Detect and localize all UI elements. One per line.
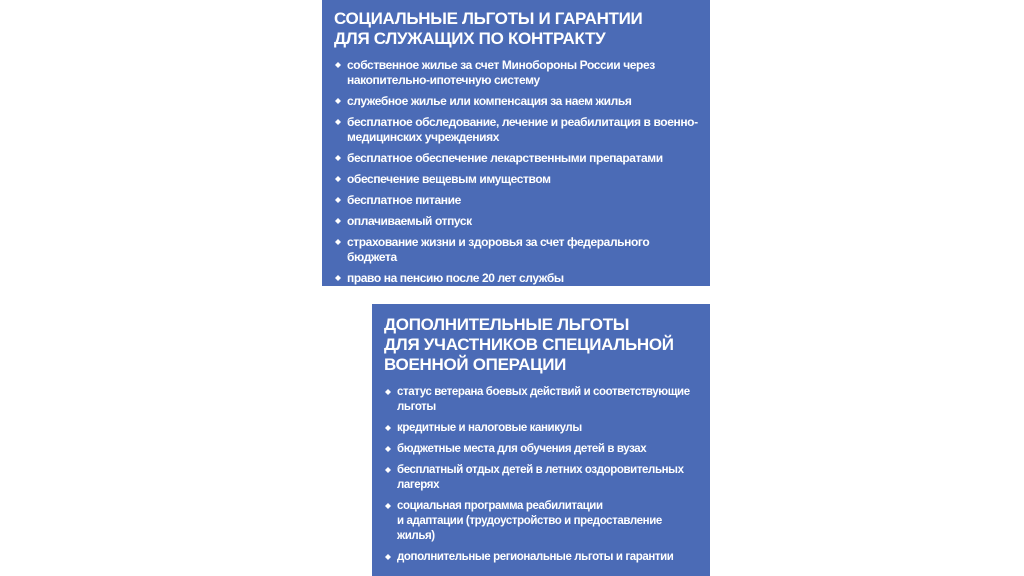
list-item-text: бесплатное обследование, лечение и реабилитация в военно-медицинских учреждениях	[347, 115, 698, 144]
list-item-text: страхование жизни и здоровья за счет федерального бюджета	[347, 235, 650, 264]
list-item-text: служебное жилье или компенсация за наем жилья	[347, 94, 632, 108]
diamond-bullet-icon	[385, 425, 391, 431]
diamond-bullet-icon	[335, 218, 341, 224]
list-item-text: кредитные и налоговые каникулы	[397, 422, 582, 434]
list-item-text: социальная программа реабилитации и адаптации (трудоустройство и предоставление жилья)	[397, 500, 662, 542]
list-item-text: оплачиваемый отпуск	[347, 214, 472, 228]
list-item	[334, 115, 698, 145]
benefits-list	[334, 58, 698, 286]
list-item	[334, 58, 698, 88]
list-item-text: дополнительные региональные льготы и гарантии	[397, 551, 674, 563]
list-item	[334, 271, 698, 286]
list-item-text: обеспечение вещевым имуществом	[347, 172, 551, 186]
list-item	[384, 499, 698, 544]
list-item-text: бюджетные места для обучения детей в вузах	[397, 443, 647, 455]
diamond-bullet-icon	[335, 275, 341, 281]
list-item-text: бесплатный отдых детей в летних оздоровительных лагерях	[397, 464, 684, 491]
svo-benefits-panel	[372, 304, 710, 576]
diamond-bullet-icon	[335, 197, 341, 203]
list-item-text: собственное жилье за счет Минобороны России через накопительно-ипотечную систему	[347, 58, 655, 87]
list-item-text: статус ветерана боевых действий и соответствующие льготы	[397, 386, 690, 413]
list-item	[334, 235, 698, 265]
list-item	[384, 385, 698, 415]
diamond-bullet-icon	[385, 389, 391, 395]
panel-title: ДОПОЛНИТЕЛЬНЫЕ ЛЬГОТЫ ДЛЯ УЧАСТНИКОВ СПЕЦИАЛЬНОЙ ВОЕННОЙ ОПЕРАЦИИ	[384, 315, 674, 374]
diamond-bullet-icon	[335, 119, 341, 125]
diamond-bullet-icon	[385, 554, 391, 560]
diamond-bullet-icon	[335, 239, 341, 245]
list-item	[334, 214, 698, 229]
social-benefits-panel	[322, 0, 710, 286]
list-item	[334, 193, 698, 208]
list-item	[334, 172, 698, 187]
panel-title: СОЦИАЛЬНЫЕ ЛЬГОТЫ И ГАРАНТИИ ДЛЯ СЛУЖАЩИХ ПО КОНТРАКТУ	[334, 9, 643, 48]
list-item	[384, 463, 698, 493]
diamond-bullet-icon	[335, 176, 341, 182]
list-item	[384, 421, 698, 436]
diamond-bullet-icon	[335, 155, 341, 161]
diamond-bullet-icon	[385, 503, 391, 509]
diamond-bullet-icon	[335, 98, 341, 104]
list-item	[384, 550, 698, 565]
diamond-bullet-icon	[385, 446, 391, 452]
benefits-list	[384, 385, 698, 565]
list-item-text: право на пенсию после 20 лет службы	[347, 271, 564, 285]
list-item	[334, 94, 698, 109]
list-item	[334, 151, 698, 166]
list-item	[384, 442, 698, 457]
diamond-bullet-icon	[335, 62, 341, 68]
diamond-bullet-icon	[385, 467, 391, 473]
list-item-text: бесплатное питание	[347, 193, 461, 207]
list-item-text: бесплатное обеспечение лекарственными препаратами	[347, 151, 663, 165]
